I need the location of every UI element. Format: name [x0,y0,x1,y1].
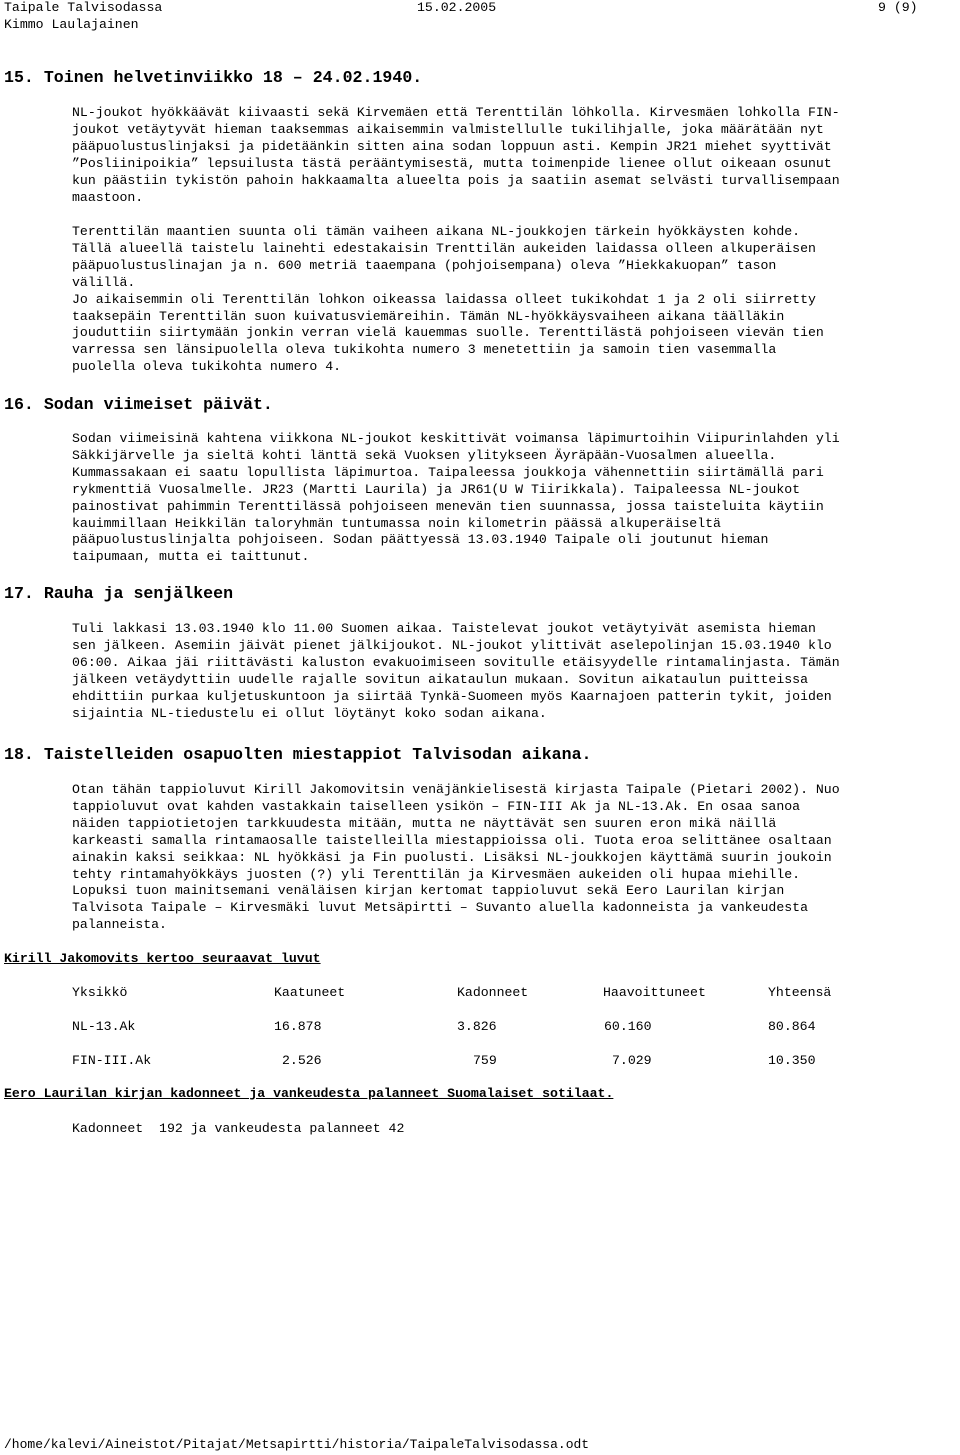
col-missing-header: Kadonneet [457,985,529,1000]
laurila-line: Kadonneet 192 ja vankeudesta palanneet 42 [72,1121,405,1136]
table-cell-total: 80.864 [768,1019,816,1034]
doc-title: Taipale Talvisodassa [4,0,163,15]
section-16-heading: 16. Sodan viimeiset päivät. [4,395,273,414]
table-cell-missing: 759 [473,1053,497,1068]
doc-author: Kimmo Laulajainen [4,17,139,32]
laurila-heading: Eero Laurilan kirjan kadonneet ja vankeudesta palanneet Suomalaiset sotilaat. [4,1086,614,1101]
loss-table-heading: Kirill Jakomovits kertoo seuraavat luvut [4,951,321,966]
table-cell-killed: 16.878 [274,1019,322,1034]
table-cell-missing: 3.826 [457,1019,497,1034]
table-cell-total: 10.350 [768,1053,816,1068]
footer-file-path: /home/kalevi/Aineistot/Pitajat/Metsapirtti/historia/TaipaleTalvisodassa.odt [4,1437,590,1452]
section-18-heading: 18. Taistelleiden osapuolten miestappiot Talvisodan aikana. [4,745,592,764]
table-cell-unit: FIN-III.Ak [72,1053,152,1068]
section-17-heading: 17. Rauha ja senjälkeen [4,584,234,603]
col-total-header: Yhteensä [768,985,832,1000]
page-number: 9 (9) [878,0,918,15]
section-15-paragraph-1: NL-joukot hyökkäävät kiivaasti sekä Kirvemäen että Terenttilän löhkolla. Kirvesmäen lohkolla FIN- joukot vetäytyvät hieman taaksemmas aikaisemmin valmistellulle tukilihjalle, joka määrätään nyt pääpuolustuslinjaksi ja pidetäänkin sitten aina sodan loppuun asti. Kempin JR21 miehet syyttivät ”Posliinipoikia” lepsuilusta tästä perääntymisestä, mutta toimenpide lienee ollut oikeaan osunut kun päästiin tykistön pahoin hakkaamalta alueelta pois ja saatiin asemat selvästi turvallisempaan maastoon. [72,105,840,205]
section-15-paragraph-2: Terenttilän maantien suunta oli tämän vaiheen aikana NL-joukkojen tärkein hyökkäysten kohde. Tällä alueellä taistelu lainehti edestakaisin Trenttilän aukeiden laidassa olleen alkuperäisen pääpuolustuslinajan ja n. 600 metriä taaempana (pohjoisempana) oleva ”Hiekkakuopan” tason välillä. Jo aikaisemmin oli Terenttilän lohkon oikeassa laidassa olleet tukikohdat 1 ja 2 oli siirretty taaksepäin Terenttilän suon kuivatusviemäreihin. Tämän NL-hyökkäysvaiheen aikana täälläkin jouduttiin siirtymään jonkin verran vielä kauemmas suolle. Terenttilästä pohjoiseen vievän tien varressa sen länsipuolella oleva tukikohta numero 3 menetettiin ja samoin tien vasemmalla puolella oleva tukikohta numero 4. [72,224,824,375]
section-18-paragraph: Otan tähän tappioluvut Kirill Jakomovitsin venäjänkielisestä kirjasta Taipale (Pietari 2002). Nuo tappioluvut ovat kahden vastakkain taiselleen ysikön – FIN-III Ak ja NL-13.Ak. En osaa sanoa näiden tappiotietojen tarkkuudesta mitään, mutta ne näyttävät sen suuren eron mikä näillä karkeasti samalla rintamaosalle taistelleilla miestappioissa oli. Tuota eroa selittänee osaltaan ainakin kaksi seikkaa: NL hyökkäsi ja Fin puolusti. Lisäksi NL-joukkojen käyttämä suurin joukoin tehty rintamahyökkäys juosten (?) yli Terenttilän ja Kirvesmäen aukeiden oli hupaa miehille. Lopuksi tuon mainitsemani venäläisen kirjan kertomat tappioluvut sekä Eero Laurilan kirjan Talvisota Taipale – Kirvesmäki luvut Metsäpirtti – Suvanto aluella kadonneista ja vankeudesta palanneista. [72,782,840,933]
col-killed-header: Kaatuneet [274,985,346,1000]
section-15-heading: 15. Toinen helvetinviikko 18 – 24.02.1940. [4,68,423,87]
section-16-paragraph: Sodan viimeisinä kahtena viikkona NL-joukot keskittivät voimansa läpimurtoihin Viipurinlahden yli Säkkijärvelle ja sieltä kohti länttä sekä Vuoksen ylitykseen Äyräpään-Vuosalmen alueella. Kummassakaan ei saatu lopullista läpimurtoa. Taipaleessa joukkoja vähennettiin siirtämällä pari rykmenttiä Vuosalmelle. JR23 (Martti Laurila) ja JR61(U W Tiirikkala). Taipaleessa NL-joukot painostivat pahimmin Terenttilässä pohjoiseen menevän tien suunnassa, jossa taisteluita käytiin kauimmillaan Heikkilän taloryhmän tuntumassa noin kilometrin päässä alkuperäiseltä pääpuolustuslinjalta pohjoiseen. Sodan päättyessä 13.03.1940 Taipale oli joutunut hieman taipumaan, mutta ei taittunut. [72,431,840,565]
col-unit-header: Yksikkö [72,985,128,1000]
section-17-paragraph: Tuli lakkasi 13.03.1940 klo 11.00 Suomen aikaa. Taistelevat joukot vetäytyivät asemista hieman sen jälkeen. Asemiin jäivät pienet jälkijoukot. NL-joukot ylittivät aselepolinjan 15.03.1940 klo 06:00. Aikaa jäi riittävästi kaluston evakuoimiseen sovitulle etäisyydelle rintamalinjasta. Tämän jälkeen vetäydyttiin uudelle rajalle sovitun aikataulun mukaan. Sovitun aikataulun puitteissa ehdittiin purkaa kuljetuskuntoon ja siirtää Tynkä-Suomeen myös Kaarnajoen patterin tykit, joiden sijaintia NL-tiedustelu ei ollut löytänyt koko sodan aikana. [72,621,840,721]
table-cell-killed: 2.526 [282,1053,322,1068]
col-wounded-header: Haavoittuneet [603,985,706,1000]
table-cell-wounded: 60.160 [604,1019,652,1034]
table-cell-wounded: 7.029 [612,1053,652,1068]
table-cell-unit: NL-13.Ak [72,1019,136,1034]
doc-date: 15.02.2005 [417,0,497,15]
